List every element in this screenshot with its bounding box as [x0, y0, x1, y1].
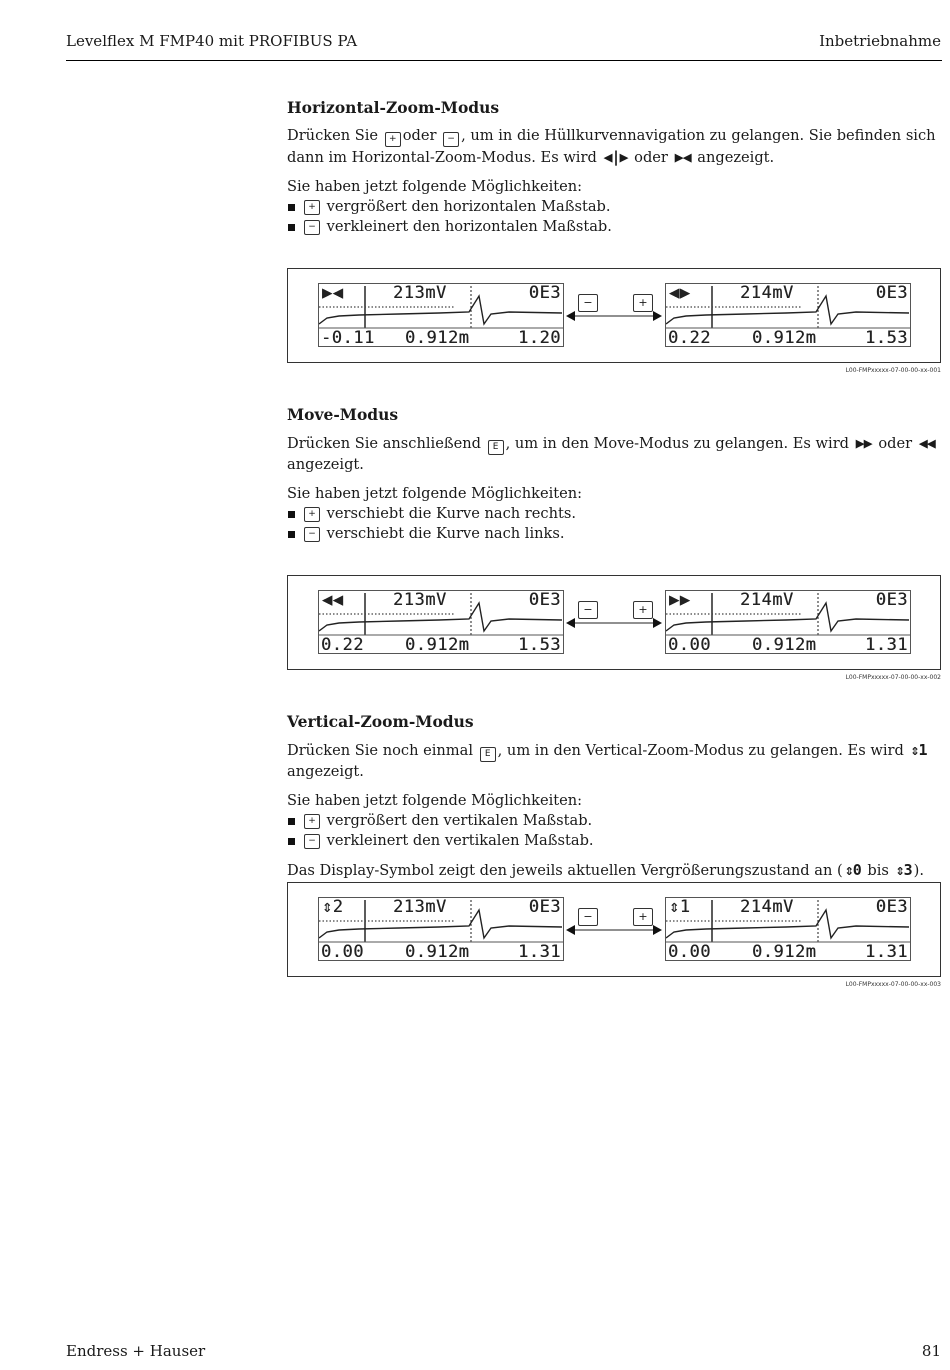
lcd-mode-icon: ◀▶: [669, 283, 691, 303]
move-left-icon: ◀◀: [918, 434, 935, 452]
minus-key-icon: −: [578, 294, 598, 312]
lcd-multiplier: 0E3: [875, 897, 908, 917]
lcd-amplitude: 213mV: [393, 897, 447, 917]
lcd-display-right: [665, 283, 911, 347]
footer-company: Endress + Hauser: [66, 1342, 206, 1360]
plus-key-icon: +: [633, 908, 653, 926]
plus-key-icon: +: [304, 507, 320, 522]
vertical-zoom-icon: ⇕1: [910, 741, 927, 759]
section-vertical-zoom: [287, 712, 943, 881]
plus-key-icon: +: [385, 132, 401, 147]
bullet-square-icon: [288, 224, 295, 231]
list-item: − verkleinert den vertikalen Maßstab.: [287, 831, 943, 851]
list-item: − verschiebt die Kurve nach links.: [287, 524, 943, 544]
lcd-mode-icon: ▶▶: [669, 590, 691, 610]
section-move: [287, 405, 943, 544]
lcd-amplitude: 214mV: [740, 590, 794, 610]
section-horizontal-zoom: [287, 98, 943, 237]
lcd-amplitude: 213mV: [393, 283, 447, 303]
figure-move: [287, 575, 941, 670]
minus-key-icon: −: [578, 908, 598, 926]
header-rule: [66, 60, 942, 61]
lcd-multiplier: 0E3: [528, 897, 561, 917]
minus-key-icon: −: [578, 601, 598, 619]
minus-key-icon: −: [304, 220, 320, 235]
vertical-zoom-3-icon: ⇕3: [895, 861, 912, 879]
lcd-distance: 0.912m: [752, 635, 817, 655]
lcd-multiplier: 0E3: [528, 283, 561, 303]
lcd-range-start: 0.00: [321, 942, 364, 962]
horizontal-zoom-in-icon: ◀|▶: [603, 148, 628, 166]
plus-key-icon: +: [304, 814, 320, 829]
bullet-square-icon: [288, 204, 295, 211]
running-header-chapter: Inbetriebnahme: [819, 32, 941, 50]
enter-key-icon: E: [480, 747, 496, 762]
horizontal-zoom-out-icon: ▶◀: [674, 148, 691, 166]
bullet-square-icon: [288, 531, 295, 538]
intro-paragraph: Drücken Sie + oder − , um in die Hüllkurvennavigation zu gelangen. Sie befinden sich dann im Horizontal-Zoom-Modus. Es wird ◀|▶ oder ▶◀ angezeigt.: [287, 127, 936, 166]
lcd-display-right: [665, 590, 911, 654]
lcd-range-start: 0.22: [321, 635, 364, 655]
minus-key-icon: −: [304, 527, 320, 542]
lcd-amplitude: 214mV: [740, 283, 794, 303]
bullet-square-icon: [288, 818, 295, 825]
minus-key-icon: −: [443, 132, 459, 147]
lcd-range-end: 1.20: [518, 328, 561, 348]
figure-id: L00-FMPxxxxx-07-00-00-xx-003: [845, 981, 941, 988]
running-header-title: Levelflex M FMP40 mit PROFIBUS PA: [66, 32, 358, 50]
lcd-display-right: [665, 897, 911, 961]
options-lead: Sie haben jetzt folgende Möglichkeiten:: [287, 485, 583, 502]
lcd-range-start: 0.00: [668, 942, 711, 962]
lcd-mode-icon: ⇕2: [322, 897, 344, 917]
options-lead: Sie haben jetzt folgende Möglichkeiten:: [287, 792, 583, 809]
lcd-range-end: 1.53: [518, 635, 561, 655]
lcd-multiplier: 0E3: [875, 590, 908, 610]
lcd-display-left: [318, 590, 564, 654]
lcd-multiplier: 0E3: [875, 283, 908, 303]
intro-paragraph: Drücken Sie anschließend E , um in den Move-Modus zu gelangen. Es wird ▶▶ oder ◀◀ angezeigt.: [287, 434, 935, 473]
lcd-mode-icon: ▶◀: [322, 283, 344, 303]
section-title: Vertical-Zoom-Modus: [287, 712, 474, 731]
lcd-distance: 0.912m: [405, 328, 470, 348]
bullet-square-icon: [288, 511, 295, 518]
list-item: + verschiebt die Kurve nach rechts.: [287, 504, 943, 524]
vertical-zoom-0-icon: ⇕0: [844, 861, 861, 879]
lcd-range-end: 1.31: [865, 942, 908, 962]
minus-key-icon: −: [304, 834, 320, 849]
intro-paragraph: Drücken Sie noch einmal E , um in den Vertical-Zoom-Modus zu gelangen. Es wird ⇕1 angezeigt.: [287, 741, 927, 780]
bullet-square-icon: [288, 838, 295, 845]
plus-key-icon: +: [633, 601, 653, 619]
lcd-range-end: 1.53: [865, 328, 908, 348]
lcd-range-end: 1.31: [518, 942, 561, 962]
list-item: + vergrößert den horizontalen Maßstab.: [287, 197, 943, 217]
lcd-multiplier: 0E3: [528, 590, 561, 610]
lcd-distance: 0.912m: [405, 942, 470, 962]
list-item: − verkleinert den horizontalen Maßstab.: [287, 217, 943, 237]
list-item: + vergrößert den vertikalen Maßstab.: [287, 811, 943, 831]
lcd-distance: 0.912m: [752, 942, 817, 962]
lcd-display-left: [318, 283, 564, 347]
figure-horizontal-zoom: [287, 268, 941, 363]
options-lead: Sie haben jetzt folgende Möglichkeiten:: [287, 178, 583, 195]
section-title: Move-Modus: [287, 405, 399, 424]
plus-key-icon: +: [633, 294, 653, 312]
lcd-distance: 0.912m: [752, 328, 817, 348]
lcd-amplitude: 214mV: [740, 897, 794, 917]
figure-vertical-zoom: [287, 882, 941, 977]
enter-key-icon: E: [488, 440, 504, 455]
lcd-display-left: [318, 897, 564, 961]
section-title: Horizontal-Zoom-Modus: [287, 98, 500, 117]
figure-id: L00-FMPxxxxx-07-00-00-xx-002: [845, 674, 941, 681]
lcd-range-start: 0.00: [668, 635, 711, 655]
move-right-icon: ▶▶: [855, 434, 872, 452]
page-number: 81: [921, 1342, 941, 1360]
lcd-amplitude: 213mV: [393, 590, 447, 610]
plus-key-icon: +: [304, 200, 320, 215]
lcd-range-start: -0.11: [321, 328, 375, 348]
zoom-state-paragraph: Das Display-Symbol zeigt den jeweils aktuellen Vergrößerungszustand an ( ⇕0 bis ⇕3 ).: [287, 861, 924, 879]
lcd-range-end: 1.31: [865, 635, 908, 655]
lcd-distance: 0.912m: [405, 635, 470, 655]
lcd-mode-icon: ◀◀: [322, 590, 344, 610]
lcd-range-start: 0.22: [668, 328, 711, 348]
figure-id: L00-FMPxxxxx-07-00-00-xx-001: [845, 367, 941, 374]
lcd-mode-icon: ⇕1: [669, 897, 691, 917]
